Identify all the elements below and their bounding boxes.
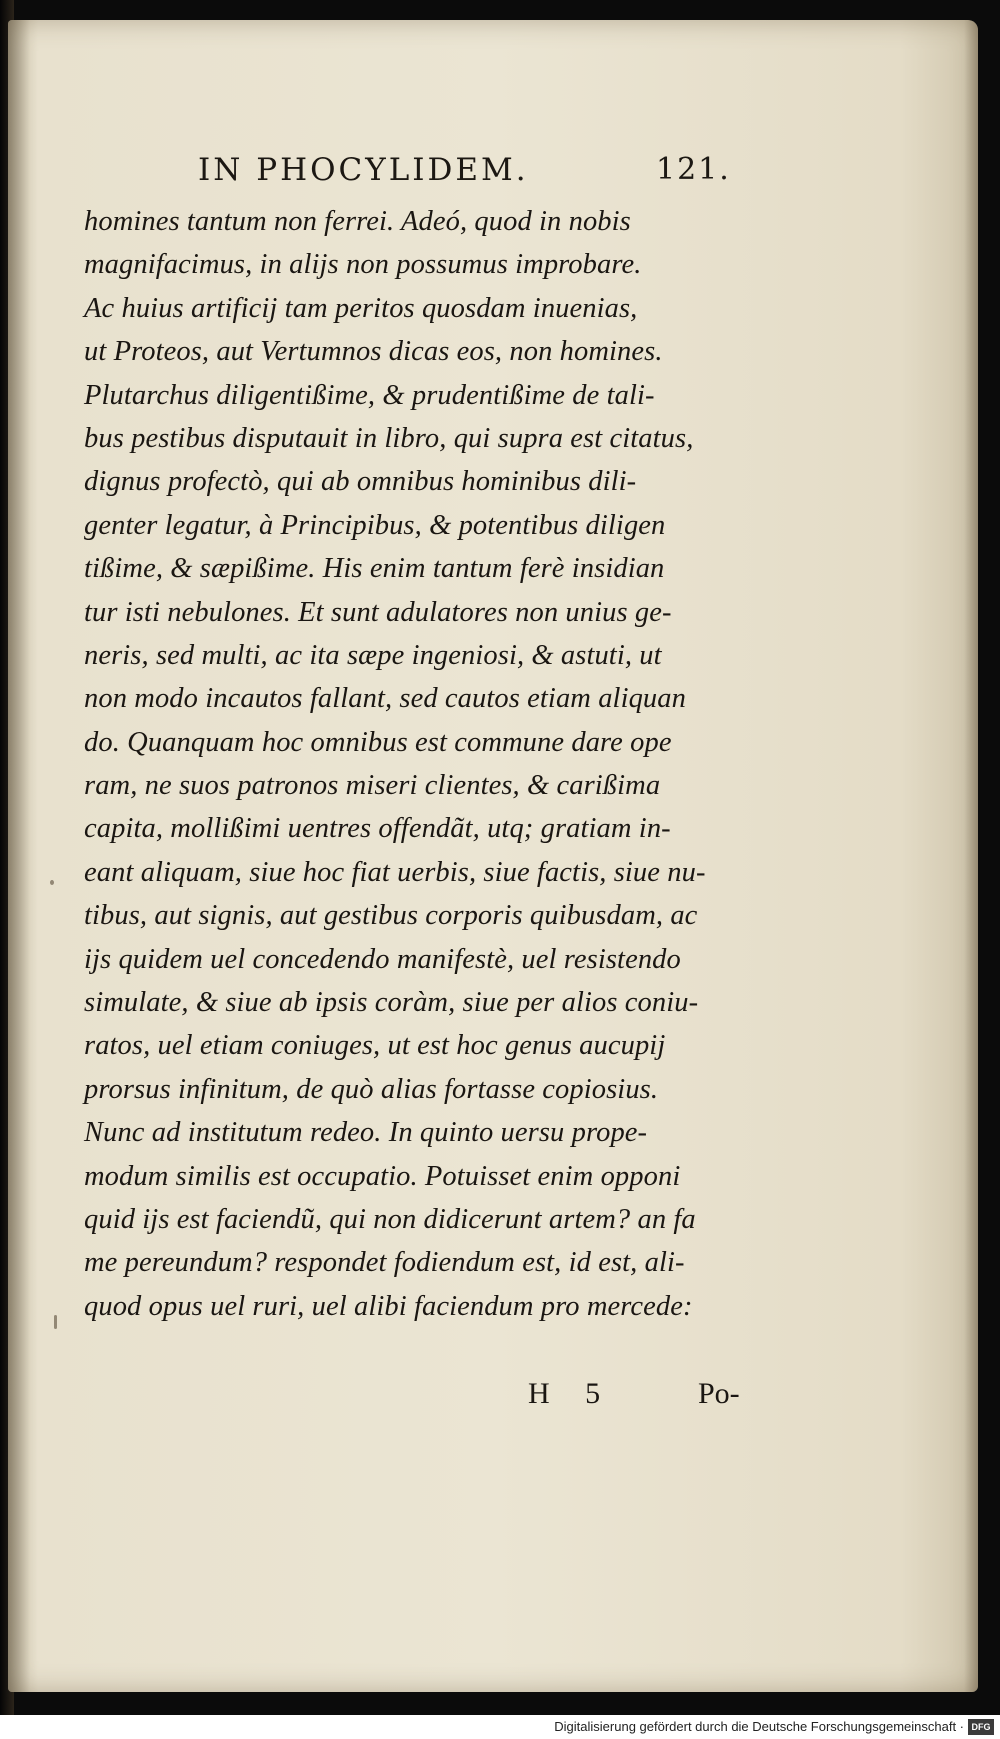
signature-mark: H 5 (528, 1377, 615, 1410)
text-line: do. Quanquam hoc omnibus est commune dare ope (84, 726, 672, 758)
catchword: Po- (698, 1377, 740, 1410)
text-line: ratos, uel etiam coniuges, ut est hoc genus aucupij (84, 1030, 666, 1062)
text-line: tibus, aut signis, aut gestibus corporis quibusdam, ac (84, 900, 698, 932)
running-head: IN PHOCYLIDEM. (198, 152, 529, 188)
page-gutter-shadow (8, 20, 30, 1692)
text-line: Plutarchus diligentißime, & prudentißime de tali- (84, 379, 655, 411)
text-line: dignus profectò, qui ab omnibus hominibus dili- (84, 466, 637, 498)
text-line: modum similis est occupatio. Potuisset enim opponi (84, 1160, 681, 1192)
text-line: ram, ne suos patronos miseri clientes, & carißima (84, 770, 661, 802)
text-line: tißime, & sæpißime. His enim tantum ferè insidian (84, 553, 665, 585)
text-line: me pereundum? respondet fodiendum est, id est, ali- (84, 1247, 685, 1279)
text-line: simulate, & siue ab ipsis coràm, siue per alios coniu- (84, 987, 699, 1019)
text-line: quod opus uel ruri, uel alibi faciendum pro mercede: (84, 1290, 693, 1322)
text-line: Nunc ad institutum redeo. In quinto uersu prope- (84, 1117, 648, 1149)
text-line: Ac huius artificij tam peritos quosdam inuenias, (84, 292, 638, 324)
digitization-footer (0, 1715, 1000, 1739)
text-line: genter legatur, à Principibus, & potentibus diligen (84, 509, 666, 541)
text-line: quid ijs est faciendũ, qui non didicerunt artem? an fa (84, 1203, 696, 1235)
book-page (8, 20, 978, 1692)
text-line: magnifacimus, in alijs non possumus improbare. (84, 249, 642, 281)
body-text (84, 200, 764, 1328)
paper-speck (54, 1315, 57, 1329)
text-line: neris, sed multi, ac ita sæpe ingeniosi, & astuti, ut (84, 639, 662, 671)
text-line: ijs quidem uel concedendo manifestè, uel resistendo (84, 943, 681, 975)
text-line: ut Proteos, aut Vertumnos dicas eos, non homines. (84, 336, 663, 368)
text-line: eant aliquam, siue hoc fiat uerbis, siue factis, siue nu- (84, 856, 706, 888)
page-edge-shadow (964, 20, 978, 1692)
dfg-logo: DFG (968, 1719, 994, 1735)
footer-credit: Digitalisierung gefördert durch die Deutsche Forschungsgemeinschaft · (554, 1719, 964, 1734)
text-line: capita, mollißimi uentres offendãt, utq; gratiam in- (84, 813, 671, 845)
text-line: tur isti nebulones. Et sunt adulatores non unius ge- (84, 596, 672, 628)
page-number: 121. (656, 152, 731, 187)
text-line: bus pestibus disputauit in libro, qui supra est citatus, (84, 422, 694, 454)
text-line: non modo incautos fallant, sed cautos etiam aliquan (84, 683, 686, 715)
paper-speck (50, 880, 54, 885)
text-line: homines tantum non ferrei. Adeó, quod in nobis (84, 206, 631, 237)
text-line: prorsus infinitum, de quò alias fortasse copiosius. (84, 1073, 659, 1105)
